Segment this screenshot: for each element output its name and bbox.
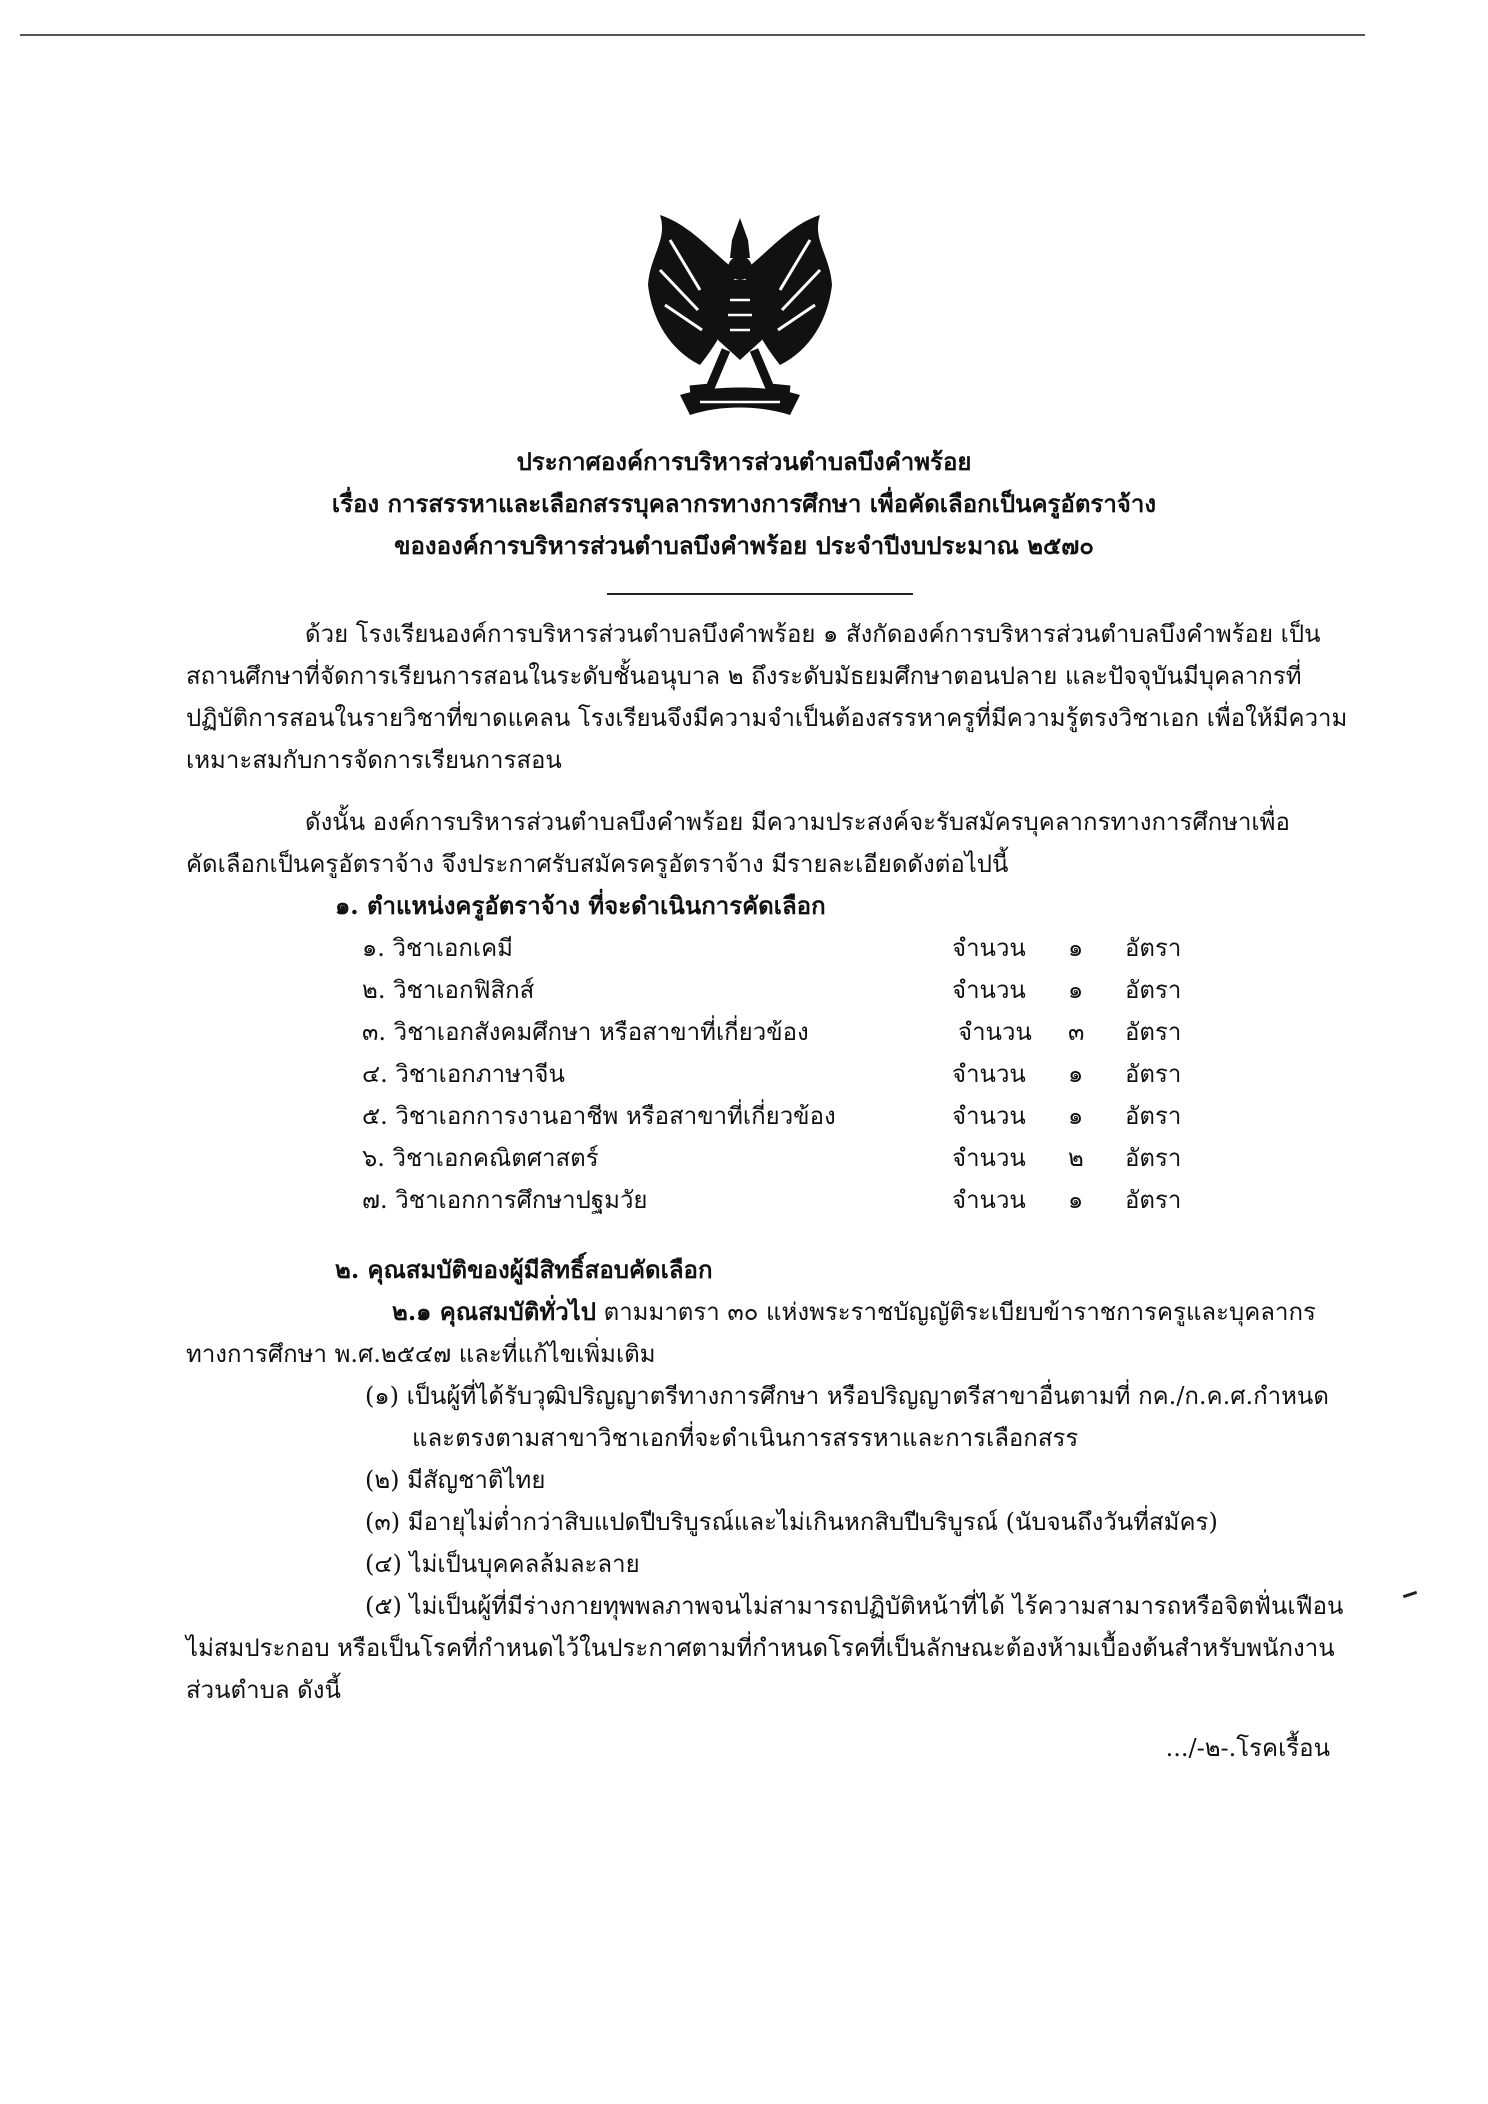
unit-label: อัตรา [1125,1018,1182,1046]
intro-p1-line2: สถานศึกษาที่จัดการเรียนการสอนในระดับชั้นอนุบาล ๒ ถึงระดับมัธยมศึกษาตอนปลาย และปัจจุบันมีบุคลากรที่ [186,662,1302,690]
announcement-subtitle: ขององค์การบริหารส่วนตำบลบึงคำพร้อย ประจำปีงบประมาณ ๒๕๗๐ [394,531,1094,560]
qualification-item: (๔) ไม่เป็นบุคคลล้มละลาย [365,1550,640,1578]
qualification-item-continued: ส่วนตำบล ดังนี้ [186,1676,341,1704]
unit-label: อัตรา [1125,1144,1182,1172]
qualification-item: (๓) มีอายุไม่ต่ำกว่าสิบแปดปีบริบูรณ์และไม่เกินหกสิบปีบริบูรณ์ (นับจนถึงวันที่สมัคร) [365,1508,1218,1536]
count-label: จำนวน [958,1018,1032,1046]
section1-heading: ๑. ตำแหน่งครูอัตราจ้าง ที่จะดำเนินการคัดเลือก [335,891,826,920]
unit-label: อัตรา [1125,976,1182,1004]
intro-p1-line3: ปฏิบัติการสอนในรายวิชาที่ขาดแคลน โรงเรียนจึงมีความจำเป็นต้องสรรหาครูที่มีความรู้ตรงวิชาเอก เพื่อให้มีความ [186,704,1348,732]
intro-p1-line4: เหมาะสมกับการจัดการเรียนการสอน [186,746,562,774]
page-continuation: .../-๒-.โรคเรื้อน [1165,1734,1330,1762]
count-label: จำนวน [952,1102,1026,1130]
scan-mark [1403,1591,1417,1598]
qualification-item: (๑) เป็นผู้ที่ได้รับวุฒิปริญญาตรีทางการศึกษา หรือปริญญาตรีสาขาอื่นตามที่ กค./ก.ค.ศ.กำหนด [365,1382,1329,1410]
announcement-subject: เรื่อง การสรรหาและเลือกสรรบุคลากรทางการศึกษา เพื่อคัดเลือกเป็นครูอัตราจ้าง [331,489,1157,518]
garuda-emblem [640,210,840,420]
count-label: จำนวน [952,976,1026,1004]
position-count: ๑ [1068,934,1084,962]
count-label: จำนวน [952,1186,1026,1214]
section2-heading: ๒. คุณสมบัติของผู้มีสิทธิ์สอบคัดเลือก [335,1255,713,1284]
intro-p2-line2: คัดเลือกเป็นครูอัตราจ้าง จึงประกาศรับสมัครครูอัตราจ้าง มีรายละเอียดดังต่อไปนี้ [186,850,1009,878]
section2-1-heading: ๒.๑ คุณสมบัติทั่วไป [392,1297,596,1326]
position-name: ๗. วิชาเอกการศึกษาปฐมวัย [362,1186,648,1214]
qualification-item: (๕) ไม่เป็นผู้ที่มีร่างกายทุพพลภาพจนไม่สามารถปฏิบัติหน้าที่ได้ ไร้ความสามารถหรือจิตฟั่นเฟือน [365,1592,1344,1620]
position-name: ๔. วิชาเอกภาษาจีน [362,1060,565,1088]
count-label: จำนวน [952,934,1026,962]
unit-label: อัตรา [1125,934,1182,962]
section2-1-line [392,1298,1316,1327]
position-name: ๓. วิชาเอกสังคมศึกษา หรือสาขาที่เกี่ยวข้อง [362,1018,809,1046]
position-count: ๒ [1068,1144,1084,1172]
qualification-item-continued: และตรงตามสาขาวิชาเอกที่จะดำเนินการสรรหาและการเลือกสรร [412,1424,1079,1452]
position-count: ๑ [1068,1060,1084,1088]
unit-label: อัตรา [1125,1060,1182,1088]
announcement-title: ประกาศองค์การบริหารส่วนตำบลบึงคำพร้อย [516,447,972,476]
position-name: ๕. วิชาเอกการงานอาชีพ หรือสาขาที่เกี่ยวข้อง [362,1102,836,1130]
title-underline [607,593,913,595]
qualification-item: (๒) มีสัญชาติไทย [365,1466,546,1494]
intro-p1-line1: ด้วย โรงเรียนองค์การบริหารส่วนตำบลบึงคำพร้อย ๑ สังกัดองค์การบริหารส่วนตำบลบึงคำพร้อย เป็น [305,620,1321,648]
position-count: ๑ [1068,1186,1084,1214]
unit-label: อัตรา [1125,1102,1182,1130]
count-label: จำนวน [952,1144,1026,1172]
section2-1-text: ตามมาตรา ๓๐ แห่งพระราชบัญญัติระเบียบข้าราชการครูและบุคลากร [595,1298,1316,1326]
intro-p2-line1: ดังนั้น องค์การบริหารส่วนตำบลบึงคำพร้อย มีความประสงค์จะรับสมัครบุคลากรทางการศึกษาเพื่อ [305,808,1290,836]
position-name: ๑. วิชาเอกเคมี [362,934,513,962]
section2-1-text-line2: ทางการศึกษา พ.ศ.๒๕๔๗ และที่แก้ไขเพิ่มเติม [186,1340,656,1368]
position-count: ๑ [1068,976,1084,1004]
position-count: ๑ [1068,1102,1084,1130]
position-name: ๒. วิชาเอกฟิสิกส์ [362,976,535,1004]
position-count: ๓ [1068,1018,1085,1046]
qualification-item-continued: ไม่สมประกอบ หรือเป็นโรคที่กำหนดไว้ในประกาศตามที่กำหนดโรคที่เป็นลักษณะต้องห้ามเบื้องต้นสำหรับพนักงาน [186,1634,1335,1662]
top-rule [20,34,1365,36]
count-label: จำนวน [952,1060,1026,1088]
unit-label: อัตรา [1125,1186,1182,1214]
position-name: ๖. วิชาเอกคณิตศาสตร์ [362,1144,599,1172]
